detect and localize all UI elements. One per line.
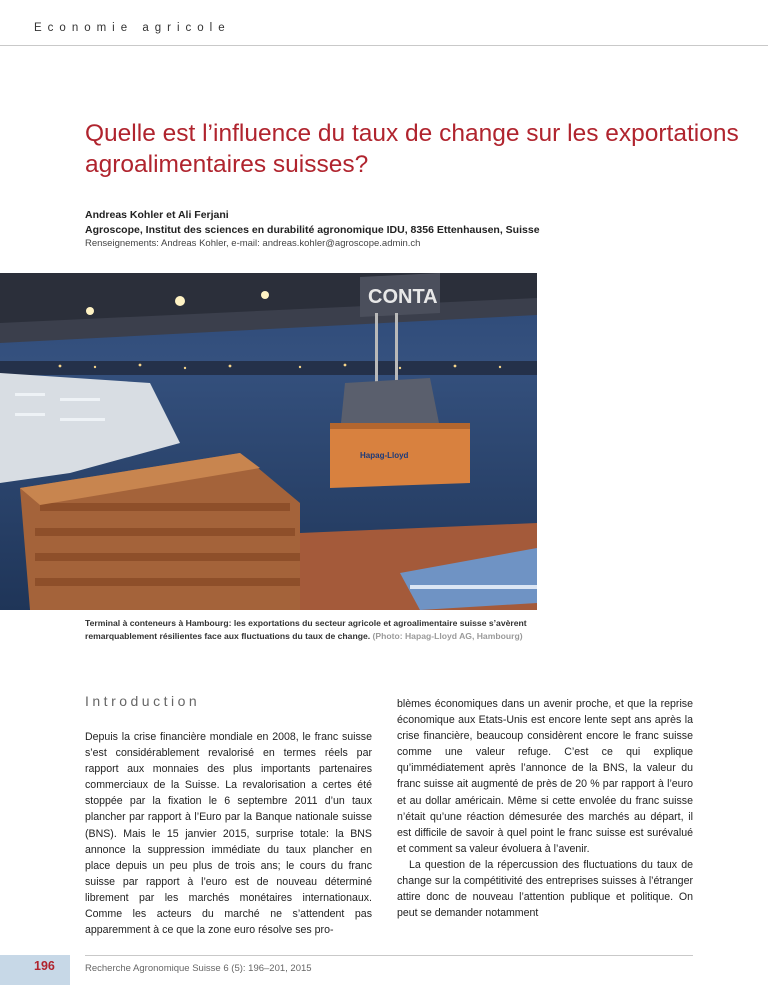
far-shore — [0, 361, 537, 375]
crane-sign-text: CONTA — [368, 286, 438, 308]
body-column-right — [397, 696, 693, 921]
section-rubric: Economie agricole — [34, 22, 231, 34]
body-paragraph: Depuis la crise financière mondiale en 2008, le franc suisse s’est considérablement revalorisé en termes réels par rapport aux monnaies des plus importants partenaires commerciaux de la Suisse. La revalorisation a certes été stoppée par la fixation le 6 septembre 2011 d’un taux plancher par rapport à l’Euro par la Banque nationale suisse (BNS). Mais le 15 janvier 2015, surprise totale: la BNS annonce la suppression immédiate du taux plancher en place depuis un peu plus de trois ans; le cours du franc suisse par rapport à l’euro est de nouveau déterminé librement par les marchés monétaires internationaux. Comme les acteurs du marché ne s’attendent pas apparemment à ce que la zone euro résolve ses pro- — [85, 731, 372, 937]
page-number: 196 — [34, 959, 55, 973]
article-authors: Andreas Kohler et Ali Ferjani — [85, 209, 229, 221]
article-title: Quelle est l’influence du taux de change sur les exportations agroalimentaires suisses? — [85, 120, 739, 178]
caption-text: Terminal à conteneurs à Hambourg: les exportations du secteur agricole et agroalimentaire suisse s’avèrent remarquablement résilientes face aux fluctuations du taux de change. — [85, 618, 527, 641]
body-paragraph: La question de la répercussion des fluctuations du taux de change sur la compétitivité des entreprises suisses à l’étranger attire donc de nouveau l’attention publique et politique. On peut se demander notamment — [397, 858, 693, 920]
footer-divider — [85, 955, 693, 956]
hero-photo-container-terminal — [0, 273, 537, 610]
section-heading: Introduction — [85, 693, 201, 709]
author-affiliation: Agroscope, Institut des sciences en durabilité agronomique IDU, 8356 Ettenhausen, Suisse — [85, 224, 540, 236]
container-logo: Hapag-Lloyd — [360, 451, 409, 460]
figure-caption — [85, 617, 535, 643]
header-divider — [0, 45, 768, 46]
journal-citation: Recherche Agronomique Suisse 6 (5): 196–201, 2015 — [85, 963, 312, 974]
photo-credit: (Photo: Hapag-Lloyd AG, Hambourg) — [372, 631, 523, 641]
body-column-left — [85, 729, 372, 938]
contact-info: Renseignements: Andreas Kohler, e-mail: andreas.kohler@agroscope.admin.ch — [85, 238, 421, 249]
body-paragraph: blèmes économiques dans un avenir proche, et que la reprise économique aux Etats-Unis est encore lente sept ans après la crise financière, beaucoup considèrent encore le franc suisse comme une valeur refuge. C’est ce qui explique qu’immédiatement après l’annonce de la BNS, la valeur du franc suisse ait augmenté de près de 20 % par rapport à l’euro et au dollar américain. Même si cette envolée du franc suisse n’était qu’une réaction démesurée des marchés au départ, il est difficile de savoir à quel point le franc suisse est surévalué et comment sa valeur évoluera à l’avenir. — [397, 698, 693, 855]
